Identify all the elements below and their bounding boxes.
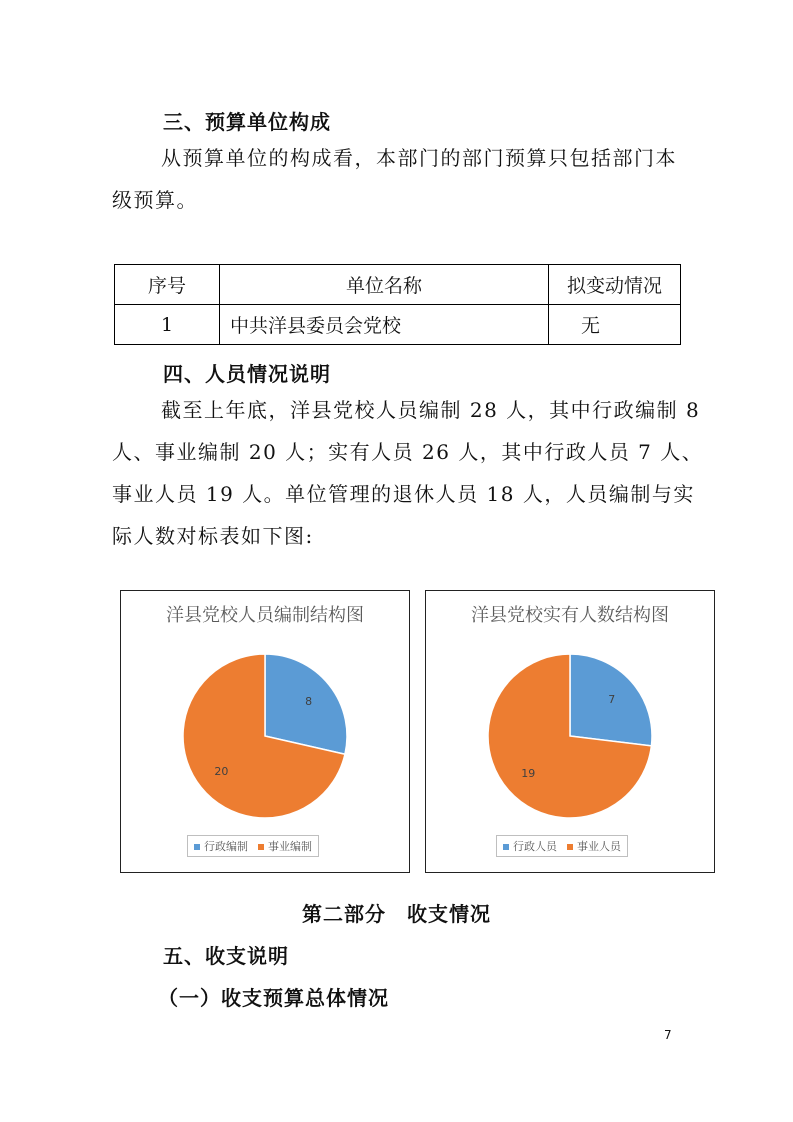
legend-label: 行政编制 xyxy=(204,840,248,853)
cell-index: 1 xyxy=(115,305,220,345)
legend-swatch xyxy=(194,844,200,850)
header-cell-index: 序号 xyxy=(115,265,220,305)
chart-legend xyxy=(187,835,319,857)
section4-para-line3: 事业人员 19 人。单位管理的退休人员 18 人，人员编制与实 xyxy=(112,482,695,506)
page-number: 7 xyxy=(664,1028,672,1042)
legend-entry xyxy=(194,838,248,854)
legend-entry xyxy=(258,838,312,854)
section3-heading: 三、预算单位构成 xyxy=(163,110,331,134)
section3-para-line2: 级预算。 xyxy=(112,188,198,212)
section4-para-line1: 截至上年底，洋县党校人员编制 28 人，其中行政编制 8 xyxy=(161,398,701,422)
legend-swatch xyxy=(503,844,509,850)
cell-name: 中共洋县委员会党校 xyxy=(220,305,549,345)
legend-entry xyxy=(503,838,557,854)
legend-label: 事业人员 xyxy=(577,840,621,853)
chart-title: 洋县党校人员编制结构图 xyxy=(166,605,364,626)
section4-para-line2: 人、事业编制 20 人；实有人员 26 人，其中行政人员 7 人、 xyxy=(112,440,704,464)
legend-label: 事业编制 xyxy=(268,840,312,853)
chart-title: 洋县党校实有人数结构图 xyxy=(471,605,669,626)
legend-entry xyxy=(567,838,621,854)
units-table xyxy=(114,264,681,345)
header-cell-name: 单位名称 xyxy=(220,265,549,305)
legend-swatch xyxy=(567,844,573,850)
staffing-pie-chart xyxy=(120,590,410,873)
pie-data-label: 20 xyxy=(214,764,229,778)
actual-staff-pie-chart xyxy=(425,590,715,873)
header-cell-change: 拟变动情况 xyxy=(549,265,681,305)
table-header-row xyxy=(115,265,681,305)
table-row xyxy=(115,305,681,345)
section5-subheading: （一）收支预算总体情况 xyxy=(158,986,389,1010)
pie-data-label: 7 xyxy=(608,693,616,707)
legend-label: 行政人员 xyxy=(513,840,557,853)
pie-svg xyxy=(121,591,409,872)
cell-change: 无 xyxy=(549,305,681,345)
pie-svg xyxy=(426,591,714,872)
chart-legend xyxy=(496,835,628,857)
section4-para-line4: 际人数对标表如下图: xyxy=(112,524,314,548)
pie-data-label: 8 xyxy=(305,695,313,709)
section3-para-line1: 从预算单位的构成看，本部门的部门预算只包括部门本 xyxy=(161,146,677,170)
pie-data-label: 19 xyxy=(521,766,536,780)
section5-heading: 五、收支说明 xyxy=(163,944,289,968)
part2-title: 第二部分 收支情况 xyxy=(302,902,491,926)
section4-heading: 四、人员情况说明 xyxy=(163,362,331,386)
legend-swatch xyxy=(258,844,264,850)
